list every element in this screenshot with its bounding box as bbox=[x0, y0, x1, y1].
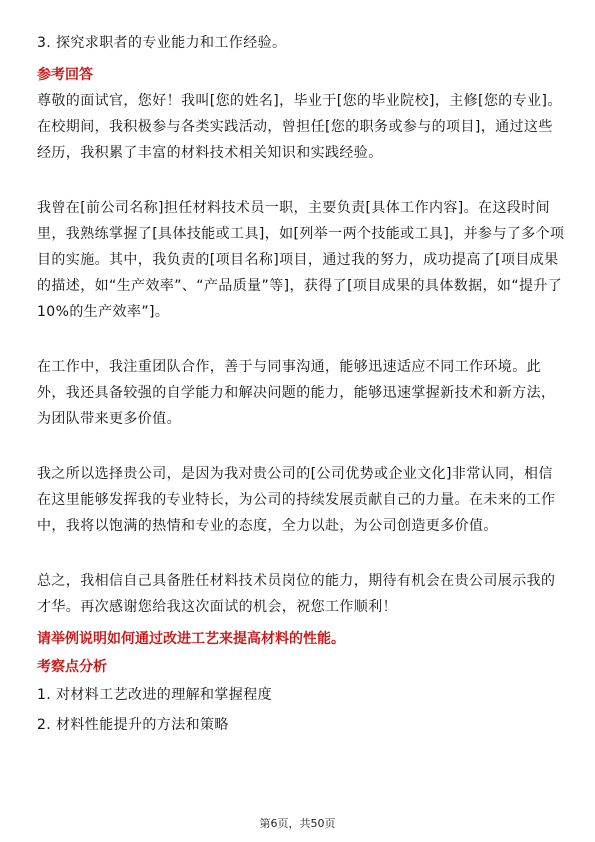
answer-line: 10%的生产效率”]。 bbox=[37, 304, 170, 320]
analysis-heading: 考察点分析 bbox=[37, 659, 107, 675]
page-number-footer: 第6页，共50页 bbox=[259, 817, 336, 830]
answer-line: 经历，我积累了丰富的材料技术相关知识和实践经验。 bbox=[37, 145, 383, 161]
page-content bbox=[37, 30, 567, 738]
answer-paragraph-5 bbox=[37, 568, 567, 620]
answer-line: 在校期间，我积极参与各类实践活动，曾担任[您的职务或参与的项目]，通过这些 bbox=[37, 119, 553, 135]
answer-line: 目的实施。其中，我负责的[项目名称]项目，通过我的努力，成功提高了[项目成果 bbox=[37, 252, 559, 268]
answer-line: 总之，我相信自己具备胜任材料技术员岗位的能力，期待有机会在贵公司展示我的 bbox=[37, 573, 556, 589]
answer-line: 中，我将以饱满的热情和专业的态度，全力以赴，为公司创造更多价值。 bbox=[37, 518, 498, 534]
answer-line: 里，我熟练掌握了[具体技能或工具]，如[列举一两个技能或工具]，并参与了多个项 bbox=[37, 226, 565, 242]
answer-line: 尊敬的面试官，您好！我叫[您的姓名]，毕业于[您的毕业院校]，主修[您的专业]。 bbox=[37, 93, 562, 109]
analysis-item: 2. 材料性能提升的方法和策略 bbox=[37, 717, 229, 733]
reference-answer-heading: 参考回答 bbox=[37, 67, 93, 83]
analysis-item: 1. 对材料工艺改进的理解和掌握程度 bbox=[37, 687, 273, 703]
question-title: 请举例说明如何通过改进工艺来提高材料的性能。 bbox=[37, 631, 345, 647]
answer-paragraph-4 bbox=[37, 461, 567, 539]
answer-paragraph-3 bbox=[37, 354, 567, 432]
answer-line: 外，我还具备较强的自学能力和解决问题的能力，能够迅速掌握新技术和新方法， bbox=[37, 385, 556, 401]
answer-line: 才华。再次感谢您给我这次面试的机会，祝您工作顺利！ bbox=[37, 599, 397, 615]
answer-line: 在工作中，我注重团队合作，善于与同事沟通，能够迅速适应不同工作环境。此 bbox=[37, 359, 541, 375]
answer-line: 的描述，如“生产效率”、“产品质量”等]，获得了[项目成果的具体数据，如“提升了 bbox=[37, 278, 563, 294]
answer-line: 在这里能够发挥我的专业特长，为公司的持续发展贡献自己的力量。在未来的工作 bbox=[37, 492, 556, 508]
answer-line: 我曾在[前公司名称]担任材料技术员一职，主要负责[具体工作内容]。在这段时间 bbox=[37, 200, 551, 216]
answer-line: 为团队带来更多价值。 bbox=[37, 411, 181, 427]
answer-line: 我之所以选择贵公司，是因为我对贵公司的[公司优势或企业文化]非常认同，相信 bbox=[37, 466, 553, 482]
answer-paragraph-1 bbox=[37, 88, 567, 166]
answer-paragraph-2 bbox=[37, 195, 567, 325]
question-item-3: 3. 探究求职者的专业能力和工作经验。 bbox=[37, 35, 287, 51]
